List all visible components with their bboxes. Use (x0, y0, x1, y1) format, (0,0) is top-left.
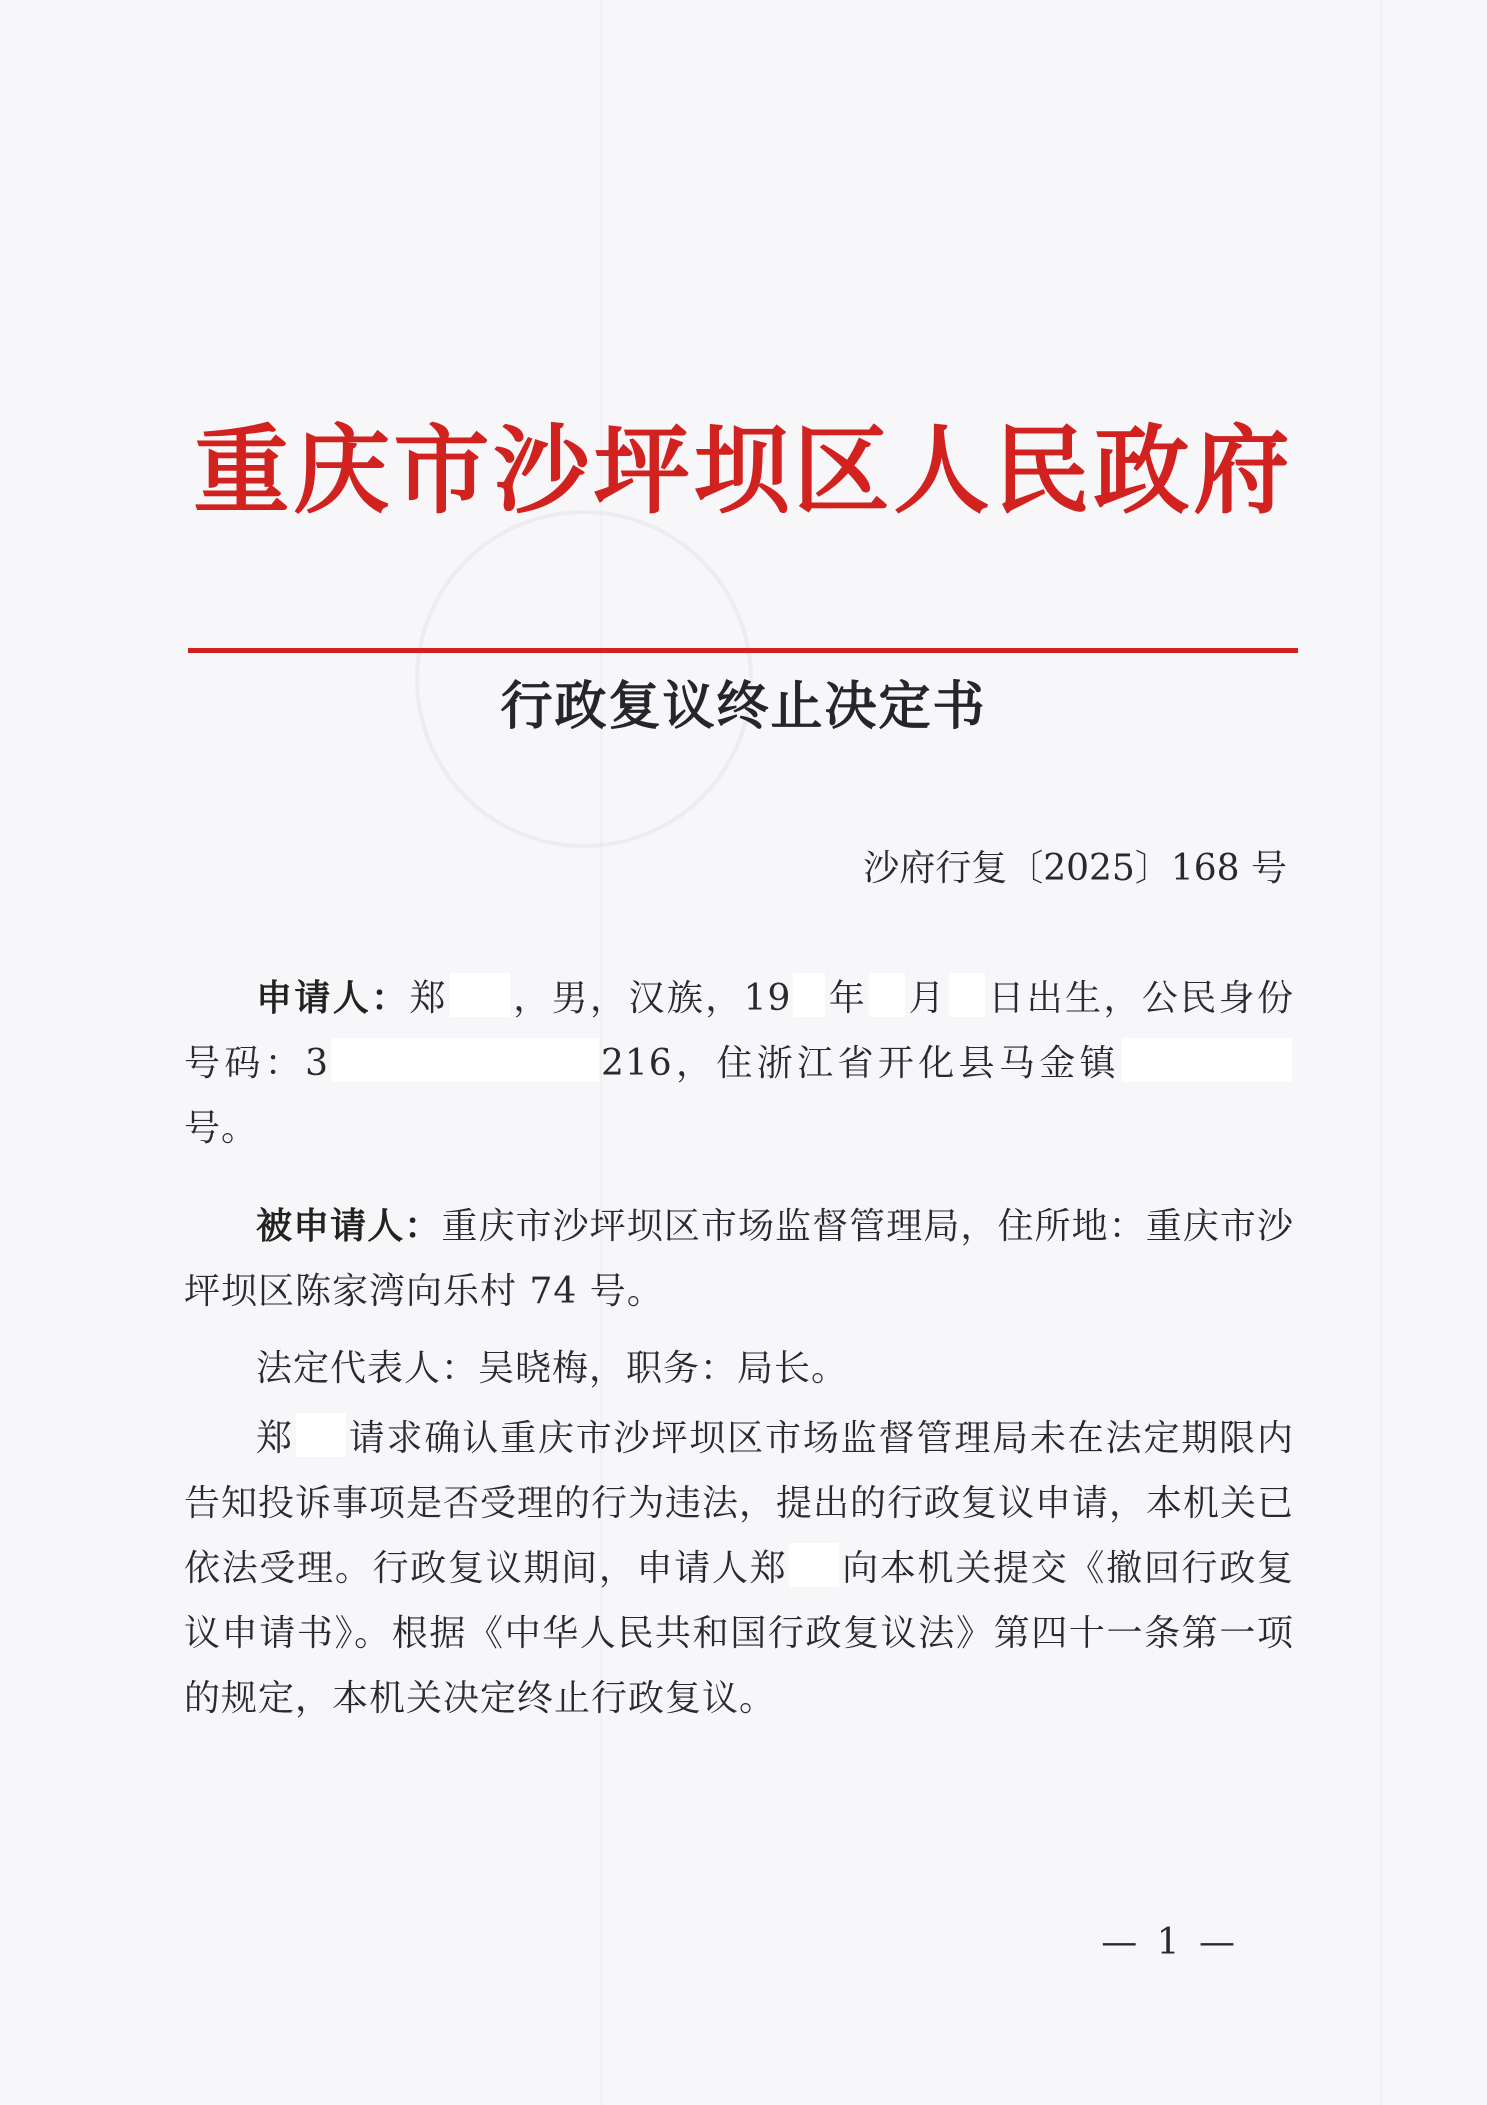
issuing-authority-title: 重庆市沙坪坝区人民政府 (193, 414, 1294, 527)
legal-representative-paragraph (184, 1336, 1294, 1401)
applicant-text: 日出生，公民身份号码：3 (184, 978, 1294, 1084)
document-title: 行政复议终止决定书 (500, 676, 987, 737)
page-number: — 1 — (1101, 1922, 1239, 1963)
redaction-block (331, 1038, 599, 1082)
applicant-text: 号。 (184, 1108, 259, 1149)
redaction-block (450, 973, 510, 1017)
document-number: 沙府行复〔2025〕168 号 (863, 848, 1287, 889)
body-text: 向本机关提交《撤回行政复议申请书》。根据《中华人民共和国行政复议法》第四十一条第一项的规定，本机关决定终止行政复议。 (184, 1548, 1294, 1719)
decision-paragraph (184, 1406, 1294, 1731)
respondent-label: 被申请人： (256, 1205, 442, 1247)
applicant-surname: 郑 (409, 978, 448, 1019)
respondent-text: 重庆市沙坪坝区市场监督管理局，住所地：重庆市沙坪坝区陈家湾向乐村 74 号。 (184, 1206, 1294, 1312)
applicant-label: 申请人： (256, 977, 410, 1019)
body-text: 请求确认重庆市沙坪坝区市场监督管理局未在法定期限内告知投诉事项是否受理的行为违法，提出的行政复议申请，本机关已依法受理。行政复议期间，申请人郑 (184, 1418, 1295, 1589)
applicant-text: ，住浙江省开化县马金镇 (672, 1043, 1120, 1084)
applicant-id-tail: 216 (600, 1043, 673, 1084)
redaction-block (789, 1543, 839, 1587)
respondent-paragraph (184, 1194, 1294, 1324)
red-header-rule (188, 648, 1298, 653)
redaction-block (869, 973, 905, 1017)
applicant-text: 年 (827, 978, 868, 1019)
redaction-block (949, 973, 985, 1017)
legal-representative-text: 法定代表人：吴晓梅，职务：局长。 (256, 1348, 849, 1389)
applicant-text: 月 (907, 978, 947, 1019)
redaction-block (1122, 1038, 1292, 1082)
body-surname: 郑 (256, 1418, 294, 1459)
redaction-block (793, 973, 825, 1017)
redaction-block (296, 1413, 346, 1457)
applicant-text: ，男，汉族，19 (511, 978, 792, 1019)
applicant-paragraph (184, 966, 1294, 1161)
paper-fold-line (1380, 0, 1382, 2105)
